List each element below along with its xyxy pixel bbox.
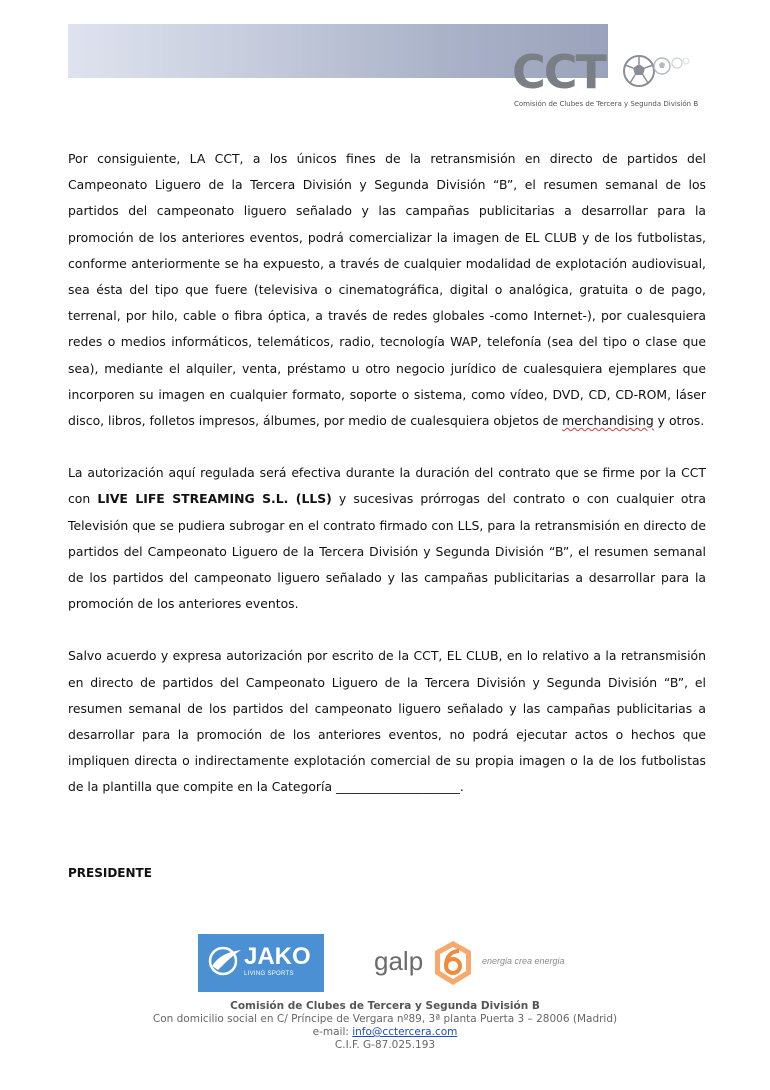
cct-logo-subtitle: Comisión de Clubes de Tercera y Segunda División B — [514, 100, 699, 108]
paragraph-1-end: y otros. — [653, 413, 705, 429]
jako-name: JAKO — [244, 943, 311, 970]
paragraph-1 — [68, 146, 706, 434]
paragraph-3: Salvo acuerdo y expresa autorización por escrito de la CCT, EL CLUB, en lo relativo a la retransmisión en directo de partidos del Campeonato Liguero de la Tercera División y Segunda División “B”, el resumen semanal de los partidos del campeonato liguero señalado y las campañas publicitarias a desarrollar para la promoción de los anteriores eventos, no podrá ejecutar actos o hechos que impliquen directa o indirectamente explotación comercial de su propia imagen o la de los futbolistas de la plantilla que compite en la Categoría ____________________. — [68, 648, 706, 795]
cct-logo — [512, 46, 712, 116]
paragraph-2-text: La autorización aquí regulada será efectiva durante la duración del contrato que se firme por la CCT con — [68, 465, 706, 507]
signature-label: PRESIDENTE — [68, 866, 152, 880]
paragraph-1-text: Por consiguiente, LA CCT, a los únicos fines de la retransmisión en directo de partidos del Campeonato Liguero de la Tercera División y Segunda División “B”, el resumen semanal de los partidos del campeonato liguero señalado y las campañas publicitarias a desarrollar para la promoción de los anteriores eventos, podrá comercializar la imagen de EL CLUB y de los futbolistas, conforme anteriormente se ha expuesto, a través de cualquier modalidad de explotación audiovisual, sea ésta del tipo que fuere (televisiva o cinematográfica, digital o analógica, gratuita o de pago, terrenal, por hilo, cable o fibra óptica, a través de redes globales -como Internet-), por cualesquiera redes o medios informáticos, telemáticos, radio, tecnología WAP, telefonía (sea del tipo o clase que sea), mediante el alquiler, venta, préstamo u otro negocio jurídico de cualesquiera ejemplares que incorporen su imagen en cualquier formato, soporte o sistema, como vídeo, DVD, CD, CD-ROM, láser disco, libros, folletos impresos, álbumes, por medio de cualesquiera objetos de — [68, 151, 706, 429]
galp-logo — [374, 938, 614, 988]
email-link[interactable]: info@cctercera.com — [352, 1026, 458, 1038]
jako-tagline: LIVING SPORTS — [244, 971, 294, 977]
galp-spiral-icon — [428, 938, 478, 988]
galp-name: galp — [374, 946, 424, 976]
footer-email-label: e-mail: — [312, 1026, 353, 1038]
paragraph-2-end: y sucesivas prórrogas del contrato o con cualquier otra Televisión que se pudiera subrogar en el contrato firmado con LLS, para la retransmisión en directo de partidos del Campeonato Liguero de la Tercera División y Segunda División “B”, el resumen semanal de los partidos del campeonato liguero señalado y las campañas publicitarias a desarrollar para la promoción de los anteriores eventos. — [68, 491, 706, 612]
football-icon — [622, 54, 692, 88]
footer — [0, 1000, 770, 1052]
galp-slogan: energia crea energia — [482, 956, 565, 966]
jako-logo — [198, 934, 324, 992]
company-name: LIVE LIFE STREAMING S.L. (LLS) — [97, 491, 332, 507]
document-body — [68, 146, 706, 827]
jako-swoosh-icon — [208, 946, 242, 976]
footer-email-line — [0, 1026, 770, 1039]
footer-org: Comisión de Clubes de Tercera y Segunda División B — [230, 1000, 540, 1012]
cct-logo-text: CCT — [512, 45, 605, 99]
paragraph-2 — [68, 460, 706, 617]
footer-cif: C.I.F. G-87.025.193 — [334, 1039, 436, 1051]
spellcheck-word: merchandising — [562, 413, 654, 429]
footer-address: Con domicilio social en C/ Príncipe de Vergara nº89, 3ª planta Puerta 3 – 28006 (Madrid) — [152, 1013, 618, 1025]
